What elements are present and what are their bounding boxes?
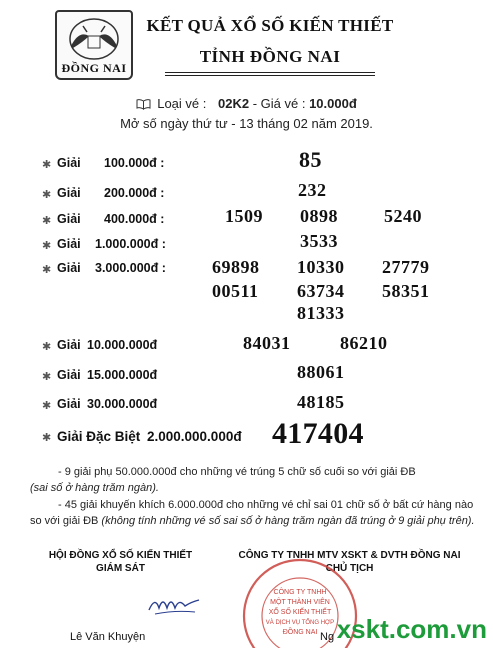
dong-nai-logo: [55, 10, 133, 80]
special-prize-amount: 2.000.000.000đ: [147, 429, 242, 444]
note1-main: - 9 giải phụ 50.000.000đ cho những vé trúng 5 chữ số cuối so với giải ĐB: [58, 466, 416, 478]
svg-text:VÀ DỊCH VỤ TỔNG HỢP: VÀ DỊCH VỤ TỔNG HỢP: [265, 620, 335, 626]
ticket-type-label: Loại vé :: [157, 96, 207, 111]
prize-label: Giải: [57, 338, 81, 352]
prize-amount: 15.000.000đ: [87, 368, 158, 382]
svg-text:ĐỒNG NAI: ĐỒNG NAI: [282, 629, 318, 636]
prize-number: 81333: [297, 303, 345, 323]
prize-label: Giải: [57, 156, 81, 170]
page-title: KẾT QUẢ XỔ SỐ KIẾN THIẾT: [146, 16, 394, 35]
star-icon: ✱: [42, 264, 52, 276]
right-sig-title2: CHỦ TỊCH: [325, 563, 374, 574]
prize-amount: 30.000.000đ: [87, 397, 158, 411]
svg-text:MỘT THÀNH VIÊN: MỘT THÀNH VIÊN: [270, 599, 330, 606]
special-prize-number: 417404: [272, 417, 364, 450]
draw-date: Mở số ngày thứ tư - 13 tháng 02 năm 2019.: [120, 116, 373, 131]
star-icon: ✱: [42, 215, 52, 227]
book-icon: [136, 98, 151, 113]
right-signer-name: Ng: [320, 631, 335, 643]
prize-number: 84031: [243, 333, 291, 353]
logo-text: ĐỒNG NAI: [61, 61, 127, 75]
prize-label: Giải: [57, 368, 81, 382]
note2-main: - 45 giải khuyến khích 6.000.000đ cho những vé chỉ sai 01 chữ số ở bất cứ hàng nào so với giải ĐB: [30, 499, 474, 527]
ticket-type-value: 02K2: [218, 96, 250, 111]
title-underline: [165, 72, 375, 73]
prize-number: 88061: [297, 362, 345, 382]
prize-number: 63734: [297, 281, 345, 301]
title-underline-2: [165, 75, 375, 76]
star-icon: ✱: [42, 400, 52, 412]
prize-number: 1509: [225, 206, 263, 226]
note2-italic: (không tính những vé số sai số ở hàng trăm ngàn đã trúng ở 9 giải phụ trên).: [101, 515, 475, 527]
prize-amount: 1.000.000đ :: [95, 237, 166, 251]
prize-label: Giải: [57, 212, 81, 226]
prize-label: Giải: [57, 397, 81, 411]
prize-number: 5240: [384, 206, 422, 226]
prize-number: 27779: [382, 257, 430, 277]
province-title: TỈNH ĐỒNG NAI: [199, 47, 341, 66]
prize-label: Giải: [57, 186, 81, 200]
prize-number: 00511: [212, 281, 259, 301]
ticket-price-value: 10.000đ: [309, 96, 357, 111]
prize-number: 48185: [297, 392, 345, 412]
prize-number: 85: [299, 147, 322, 172]
prize-amount: 3.000.000đ :: [95, 261, 166, 275]
prize-number: 0898: [300, 206, 338, 226]
ticket-price-label: - Giá vé :: [252, 96, 306, 111]
star-icon: ✱: [42, 341, 52, 353]
special-prize-label: Giải Đặc Biệt: [57, 429, 141, 444]
prize-number: 3533: [300, 231, 338, 251]
prize-number: 86210: [340, 333, 388, 353]
prize-label: Giải: [57, 237, 81, 251]
site-watermark: xskt.com.vn: [336, 614, 487, 644]
star-icon: ✱: [42, 189, 52, 201]
left-signer-name: Lê Văn Khuyện: [70, 631, 146, 643]
left-sig-title1: HỘI ĐỒNG XỔ SỐ KIẾN THIẾT: [48, 550, 193, 561]
star-icon: ✱: [42, 240, 52, 252]
star-icon: ✱: [42, 432, 52, 444]
prize-number: 58351: [382, 281, 430, 301]
note-secondary-prizes: [30, 464, 475, 496]
prize-label: Giải: [57, 261, 81, 275]
prize-amount: 400.000đ :: [104, 212, 165, 226]
prize-amount: 10.000.000đ: [87, 338, 158, 352]
right-sig-title1: CÔNG TY TNHH MTV XSKT & DVTH ĐỒNG NAI: [238, 550, 461, 561]
svg-text:XỔ SỐ KIẾN THIẾT: XỔ SỐ KIẾN THIẾT: [268, 609, 332, 616]
star-icon: ✱: [42, 159, 52, 171]
prize-amount: 200.000đ :: [104, 186, 165, 200]
prize-amount: 100.000đ :: [104, 156, 165, 170]
note1-italic: (sai số ở hàng trăm ngàn).: [30, 482, 159, 494]
prize-number: 232: [298, 180, 327, 200]
left-sig-title2: GIÁM SÁT: [96, 563, 145, 574]
star-icon: ✱: [42, 371, 52, 383]
note-consolation-prizes: [30, 497, 475, 529]
deer-emblem-icon: [57, 12, 131, 64]
ticket-info: [0, 96, 493, 113]
prize-number: 10330: [297, 257, 345, 277]
prize-number: 69898: [212, 257, 260, 277]
svg-text:CÔNG TY TNHH: CÔNG TY TNHH: [273, 589, 327, 596]
handwritten-signature-left: [145, 590, 205, 618]
